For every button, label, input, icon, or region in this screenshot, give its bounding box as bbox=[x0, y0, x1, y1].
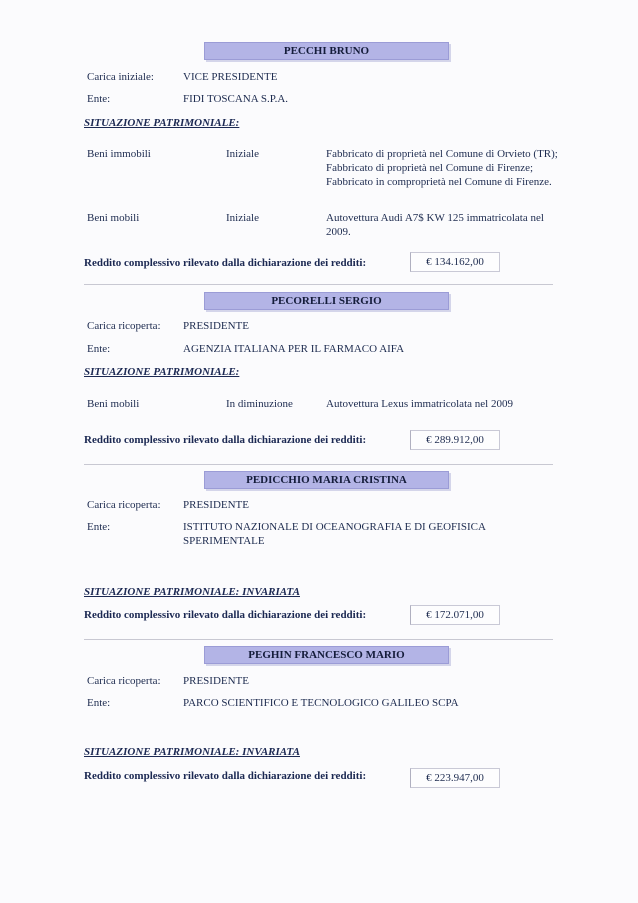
section-divider bbox=[84, 639, 553, 640]
ente-label: Ente: bbox=[87, 343, 111, 355]
situazione-heading: SITUAZIONE PATRIMONIALE: bbox=[84, 366, 240, 378]
reddito-amount: € 134.162,00 bbox=[410, 252, 500, 272]
bene-tipo: Beni mobili bbox=[87, 398, 140, 410]
reddito-amount: € 172.071,00 bbox=[410, 605, 500, 625]
situazione-heading: SITUAZIONE PATRIMONIALE: INVARIATA bbox=[84, 586, 300, 598]
bene-descrizione: Autovettura Lexus immatricolata nel 2009 bbox=[326, 398, 513, 410]
carica-label: Carica ricoperta: bbox=[87, 320, 161, 332]
situazione-heading: SITUAZIONE PATRIMONIALE: INVARIATA bbox=[84, 746, 300, 758]
reddito-amount: € 223.947,00 bbox=[410, 768, 500, 788]
person-name-header: PECORELLI SERGIO bbox=[204, 292, 449, 310]
section-divider bbox=[84, 284, 553, 285]
person-name-header: PEDICCHIO MARIA CRISTINA bbox=[204, 471, 449, 489]
reddito-label: Reddito complessivo rilevato dalla dichiarazione dei redditi: bbox=[84, 609, 367, 621]
situazione-heading: SITUAZIONE PATRIMONIALE: bbox=[84, 117, 240, 129]
ente-value: AGENZIA ITALIANA PER IL FARMACO AIFA bbox=[183, 343, 405, 355]
carica-value: PRESIDENTE bbox=[183, 675, 249, 687]
carica-label: Carica ricoperta: bbox=[87, 499, 161, 511]
ente-label: Ente: bbox=[87, 93, 111, 105]
bene-stato: Iniziale bbox=[226, 212, 259, 224]
bene-stato: Iniziale bbox=[226, 148, 259, 160]
carica-label: Carica ricoperta: bbox=[87, 675, 161, 687]
person-name-header: PEGHIN FRANCESCO MARIO bbox=[204, 646, 449, 664]
bene-tipo: Beni mobili bbox=[87, 212, 140, 224]
ente-label: Ente: bbox=[87, 697, 111, 709]
bene-descrizione: Fabbricato di proprietà nel Comune di Orvieto (TR); Fabbricato di proprietà nel Comune di Firenze; Fabbricato in comproprietà nel Comune di Firenze. bbox=[326, 148, 558, 188]
bene-descrizione: Autovettura Audi A7$ KW 125 immatricolata nel 2009. bbox=[326, 212, 544, 238]
carica-value: PRESIDENTE bbox=[183, 499, 249, 511]
bene-tipo: Beni immobili bbox=[87, 148, 151, 160]
reddito-amount: € 289.912,00 bbox=[410, 430, 500, 450]
ente-value: FIDI TOSCANA S.P.A. bbox=[183, 93, 289, 105]
reddito-label: Reddito complessivo rilevato dalla dichiarazione dei redditi: bbox=[84, 434, 367, 446]
carica-value: PRESIDENTE bbox=[183, 320, 249, 332]
reddito-label: Reddito complessivo rilevato dalla dichiarazione dei redditi: bbox=[84, 770, 367, 782]
ente-value: ISTITUTO NAZIONALE DI OCEANOGRAFIA E DI GEOFISICA SPERIMENTALE bbox=[183, 521, 486, 547]
carica-label: Carica iniziale: bbox=[87, 71, 154, 83]
ente-label: Ente: bbox=[87, 521, 111, 533]
carica-value: VICE PRESIDENTE bbox=[183, 71, 278, 83]
section-divider bbox=[84, 464, 553, 465]
person-name-header: PECCHI BRUNO bbox=[204, 42, 449, 60]
bene-stato: In diminuzione bbox=[226, 398, 293, 410]
reddito-label: Reddito complessivo rilevato dalla dichiarazione dei redditi: bbox=[84, 257, 367, 269]
ente-value: PARCO SCIENTIFICO E TECNOLOGICO GALILEO SCPA bbox=[183, 697, 459, 709]
